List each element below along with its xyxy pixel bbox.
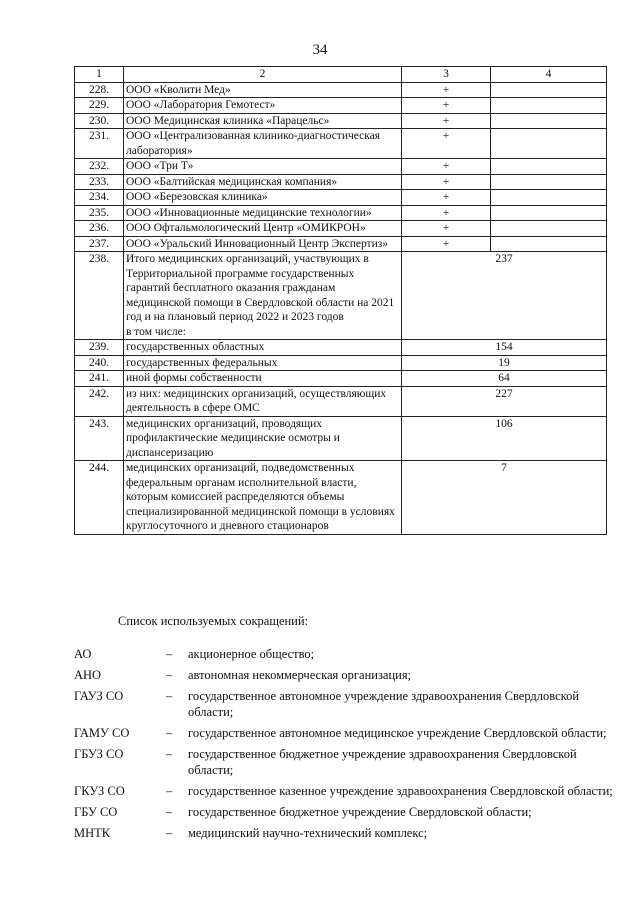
organizations-table: [74, 66, 607, 535]
column-4-cell: [491, 174, 607, 190]
abbreviation-dash: –: [166, 784, 173, 798]
page-number: 34: [312, 42, 328, 58]
table-body: [75, 82, 607, 534]
row-number: 241.: [75, 371, 124, 387]
row-number: 243.: [75, 416, 124, 461]
column-header: 1: [75, 67, 124, 83]
summary-label: иной формы собственности: [124, 371, 402, 387]
summary-value: 64: [402, 371, 607, 387]
summary-value: 7: [402, 461, 607, 535]
row-number: 240.: [75, 355, 124, 371]
row-number: 236.: [75, 221, 124, 237]
abbreviation-definition: автономная некоммерческая организация;: [188, 668, 412, 682]
row-number: 235.: [75, 205, 124, 221]
column-4-cell: [491, 82, 607, 98]
participation-mark: +: [402, 236, 491, 252]
abbreviation-dash: –: [166, 805, 173, 819]
table-row: [75, 205, 607, 221]
participation-mark: +: [402, 205, 491, 221]
column-4-cell: [491, 236, 607, 252]
table-row: [75, 174, 607, 190]
abbreviation-item: [74, 746, 614, 778]
abbreviation-definition: акционерное общество;: [188, 647, 315, 661]
summary-row: [75, 371, 607, 387]
summary-row: [75, 416, 607, 461]
abbreviation-item: [74, 783, 614, 799]
participation-mark: +: [402, 221, 491, 237]
participation-mark: +: [402, 113, 491, 129]
summary-value: 19: [402, 355, 607, 371]
summary-value: 237: [402, 252, 607, 340]
participation-mark: +: [402, 174, 491, 190]
table-row: [75, 236, 607, 252]
abbreviation-item: [74, 667, 614, 683]
summary-row: [75, 386, 607, 416]
summary-label: Итого медицинских организаций, участвующих в Территориальной программе государственных гарантий бесплатного оказания гражданам медицинской помощи в Свердловской области на 2021 год и на плановый период 2022 и 2023 годов в том числе:: [124, 252, 402, 340]
participation-mark: +: [402, 159, 491, 175]
abbreviation: АНО: [74, 668, 102, 682]
table-header-row: [75, 67, 607, 83]
row-number: 229.: [75, 98, 124, 114]
abbreviation-dash: –: [166, 726, 173, 740]
row-number: 244.: [75, 461, 124, 535]
abbreviation-dash: –: [166, 668, 173, 682]
organization-name: ООО «Централизованная клинико-диагностическая лаборатория»: [124, 129, 402, 159]
row-number: 242.: [75, 386, 124, 416]
table-row: [75, 82, 607, 98]
summary-value: 154: [402, 340, 607, 356]
organization-name: ООО «Балтийская медицинская компания»: [124, 174, 402, 190]
abbreviation-item: [74, 804, 614, 820]
column-4-cell: [491, 205, 607, 221]
abbreviation-item: [74, 646, 614, 662]
column-4-cell: [491, 190, 607, 206]
summary-label: государственных федеральных: [124, 355, 402, 371]
summary-label: медицинских организаций, проводящих профилактические медицинские осмотры и диспансеризацию: [124, 416, 402, 461]
row-number: 233.: [75, 174, 124, 190]
abbreviation: ГКУЗ СО: [74, 784, 125, 798]
column-4-cell: [491, 221, 607, 237]
abbreviation: МНТК: [74, 826, 111, 840]
table-row: [75, 129, 607, 159]
abbreviation: АО: [74, 647, 92, 661]
participation-mark: +: [402, 190, 491, 206]
abbreviation-definition: государственное бюджетное учреждение Свердловской области;: [188, 805, 532, 819]
row-number: 234.: [75, 190, 124, 206]
column-4-cell: [491, 129, 607, 159]
column-4-cell: [491, 98, 607, 114]
row-number: 228.: [75, 82, 124, 98]
summary-label: государственных областных: [124, 340, 402, 356]
organization-name: ООО «Лаборатория Гемотест»: [124, 98, 402, 114]
participation-mark: +: [402, 82, 491, 98]
column-header: 3: [402, 67, 491, 83]
row-number: 231.: [75, 129, 124, 159]
column-header: 4: [491, 67, 607, 83]
abbreviation-definition: государственное автономное учреждение здравоохранения Свердловской области;: [188, 689, 580, 719]
summary-row: [75, 355, 607, 371]
summary-label: медицинских организаций, подведомственных федеральным органам исполнительной власти, которым комиссией распределяются объемы специализированной медицинской помощи в условиях круглосуточного и дневного стационаров: [124, 461, 402, 535]
abbreviation-definition: государственное бюджетное учреждение здравоохранения Свердловской области;: [188, 747, 577, 777]
table-row: [75, 221, 607, 237]
summary-value: 106: [402, 416, 607, 461]
table-row: [75, 190, 607, 206]
abbreviation-item: [74, 725, 614, 741]
row-number: 237.: [75, 236, 124, 252]
organization-name: ООО «Кволити Мед»: [124, 82, 402, 98]
table-row: [75, 113, 607, 129]
organization-name: ООО «Три Т»: [124, 159, 402, 175]
organization-name: ООО «Инновационные медицинские технологии»: [124, 205, 402, 221]
abbreviation-definition: государственное автономное медицинское учреждение Свердловской области;: [188, 726, 607, 740]
abbreviations-title: Список используемых сокращений:: [118, 614, 309, 628]
abbreviation-definition: медицинский научно-технический комплекс;: [188, 826, 428, 840]
column-4-cell: [491, 159, 607, 175]
column-4-cell: [491, 113, 607, 129]
row-number: 230.: [75, 113, 124, 129]
row-number: 238.: [75, 252, 124, 340]
organization-name: ООО Офтальмологический Центр «ОМИКРОН»: [124, 221, 402, 237]
row-number: 232.: [75, 159, 124, 175]
table-row: [75, 159, 607, 175]
abbreviation: ГБУЗ СО: [74, 747, 124, 761]
summary-label: из них: медицинских организаций, осуществляющих деятельность в сфере ОМС: [124, 386, 402, 416]
summary-row: [75, 340, 607, 356]
abbreviation-dash: –: [166, 689, 173, 703]
abbreviation-dash: –: [166, 826, 173, 840]
table-row: [75, 98, 607, 114]
abbreviation: ГАМУ СО: [74, 726, 130, 740]
participation-mark: +: [402, 98, 491, 114]
abbreviation-dash: –: [166, 747, 173, 761]
abbreviation-dash: –: [166, 647, 173, 661]
organization-name: ООО «Березовская клиника»: [124, 190, 402, 206]
abbreviation-item: [74, 825, 614, 841]
abbreviations-list: [74, 646, 614, 846]
summary-value: 227: [402, 386, 607, 416]
abbreviation-definition: государственное казенное учреждение здравоохранения Свердловской области;: [188, 784, 613, 798]
abbreviation: ГАУЗ СО: [74, 689, 124, 703]
column-header: 2: [124, 67, 402, 83]
participation-mark: +: [402, 129, 491, 159]
summary-row: [75, 252, 607, 340]
abbreviation: ГБУ СО: [74, 805, 118, 819]
summary-row: [75, 461, 607, 535]
row-number: 239.: [75, 340, 124, 356]
abbreviation-item: [74, 688, 614, 720]
organization-name: ООО Медицинская клиника «Парацельс»: [124, 113, 402, 129]
organization-name: ООО «Уральский Инновационный Центр Экспертиз»: [124, 236, 402, 252]
